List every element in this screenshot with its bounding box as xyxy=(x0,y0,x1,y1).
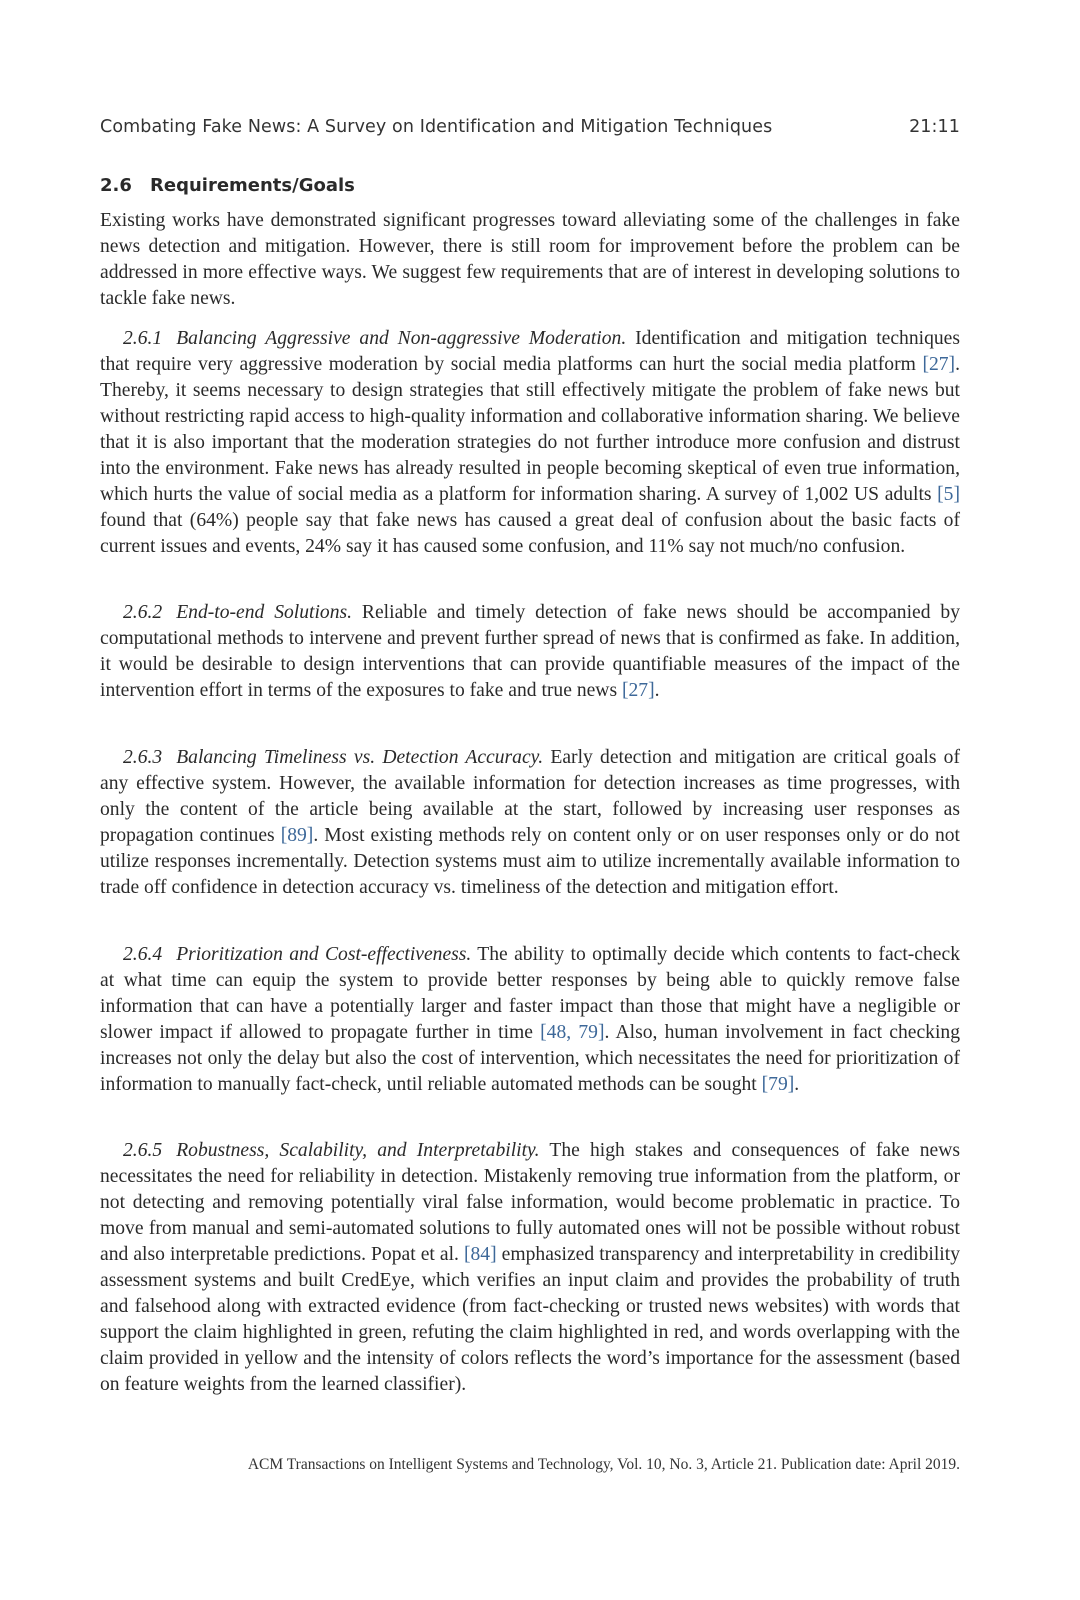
section-title: Requirements/Goals xyxy=(150,175,355,196)
paragraph-text: . Thereby, it seems necessary to design strategies that still effectively mitigate the problem of fake news but without restricting rapid access to high-quality information and collaborative information sharing. We believe that it is also important that the moderation strategies do not further introduce more confusion and distrust into the environment. Fake news has already resulted in people becoming skeptical of even true information, which hurts the value of social media as a platform for information sharing. A survey of 1,002 US adults xyxy=(100,354,960,505)
page-number: 21:11 xyxy=(909,117,960,137)
paragraph-text: Early detection and mitigation are critical goals of any effective system. However, the available information for detection increases as time progresses, with only the content of the article being available at the start, followed by increasing user responses as propagation continues xyxy=(100,747,960,846)
paragraph-text: The high stakes and consequences of fake news necessitates the need for reliability in detection. Mistakenly removing true information from the platform, or not detecting and removing potentially viral false information, would become problematic in practice. To move from manual and semi-automated solutions to fully automated ones will not be possible without robust and also interpretable predictions. Popat et al. xyxy=(100,1140,961,1265)
subsection-number: 2.6.4 xyxy=(123,944,163,965)
citation-link[interactable]: [84] xyxy=(463,1244,497,1265)
paragraph-text: . Also, human involvement in fact checking increases not only the delay but also the cost of intervention, which necessitates the need for prioritization of information to manually fact-check, until reliable automated methods can be sought xyxy=(100,1022,960,1095)
subsection-number: 2.6.5 xyxy=(123,1140,163,1161)
subsection-title: Robustness, Scalability, and Interpretability. xyxy=(176,1140,540,1161)
running-head xyxy=(100,117,960,137)
subsection-2-6-4 xyxy=(100,942,960,1098)
paragraph-text: found that (64%) people say that fake news has caused a great deal of confusion about the basic facts of current issues and events, 24% say it has caused some confusion, and 11% say not much/no confusion. xyxy=(100,510,960,557)
subsection-2-6-5 xyxy=(100,1138,960,1398)
paragraph-text: Identification and mitigation techniques that require very aggressive moderation by social media platforms can hurt the social media platform xyxy=(100,328,960,375)
citation-link[interactable]: [27] xyxy=(621,680,655,701)
journal-footer: ACM Transactions on Intelligent Systems and Technology, Vol. 10, No. 3, Article 21. Publication date: April 2019. xyxy=(247,1456,960,1473)
subsection-2-6-3 xyxy=(100,745,960,901)
subsection-number: 2.6.2 xyxy=(123,602,163,623)
subsection-number: 2.6.3 xyxy=(123,747,163,768)
running-title: Combating Fake News: A Survey on Identification and Mitigation Techniques xyxy=(100,117,773,137)
citation-link[interactable]: [89] xyxy=(280,825,314,846)
paragraph-text: . xyxy=(794,1074,800,1095)
citation-link[interactable]: [48, 79] xyxy=(540,1022,605,1043)
section-number: 2.6 xyxy=(100,175,132,196)
citation-link[interactable]: [27] xyxy=(922,354,956,375)
subsection-number: 2.6.1 xyxy=(123,328,163,349)
subsection-title: Prioritization and Cost-effectiveness. xyxy=(176,944,472,965)
paragraph-text: emphasized transparency and interpretability in credibility assessment systems and built CredEye, which verifies an input claim and provides the probability of truth and falsehood along with extracted evidence (from fact-checking or trusted news websites) with words that support the claim highlighted in green, refuting the claim highlighted in red, and words overlapping with the claim provided in yellow and the intensity of colors reflects the word’s importance for the assessment (based on feature weights from the learned classifier). xyxy=(100,1244,960,1395)
subsection-title: End-to-end Solutions. xyxy=(176,602,353,623)
section-intro: Existing works have demonstrated significant progresses toward alleviating some of the challenges in fake news detection and mitigation. However, there is still room for improvement before the problem can be addressed in more effective ways. We suggest few requirements that are of interest in developing solutions to tackle fake news. xyxy=(100,210,960,309)
citation-link[interactable]: [79] xyxy=(761,1074,795,1095)
subsection-title: Balancing Aggressive and Non-aggressive Moderation. xyxy=(176,328,627,349)
subsection-2-6-2 xyxy=(100,600,960,704)
paragraph-text: . Most existing methods rely on content only or on user responses only or do not utilize responses incrementally. Detection systems must aim to utilize incrementally available information to trade off confidence in detection accuracy vs. timeliness of the detection and mitigation effort. xyxy=(100,825,961,898)
citation-link[interactable]: [5] xyxy=(937,484,960,505)
section-heading xyxy=(100,175,355,196)
paragraph-text: . xyxy=(654,680,660,701)
paragraph-text: Reliable and timely detection of fake news should be accompanied by computational methods to intervene and prevent further spread of news that is confirmed as fake. In addition, it would be desirable to design interventions that can provide quantifiable measures of the impact of the intervention effort in terms of the exposures to fake and true news xyxy=(100,602,961,701)
subsection-title: Balancing Timeliness vs. Detection Accuracy. xyxy=(176,747,544,768)
subsection-2-6-1 xyxy=(100,326,960,560)
paragraph-text: The ability to optimally decide which contents to fact-check at what time can equip the system to provide better responses by being able to quickly remove false information that can have a potentially larger and faster impact than those that might have a negligible or slower impact if allowed to propagate further in time xyxy=(100,944,960,1043)
